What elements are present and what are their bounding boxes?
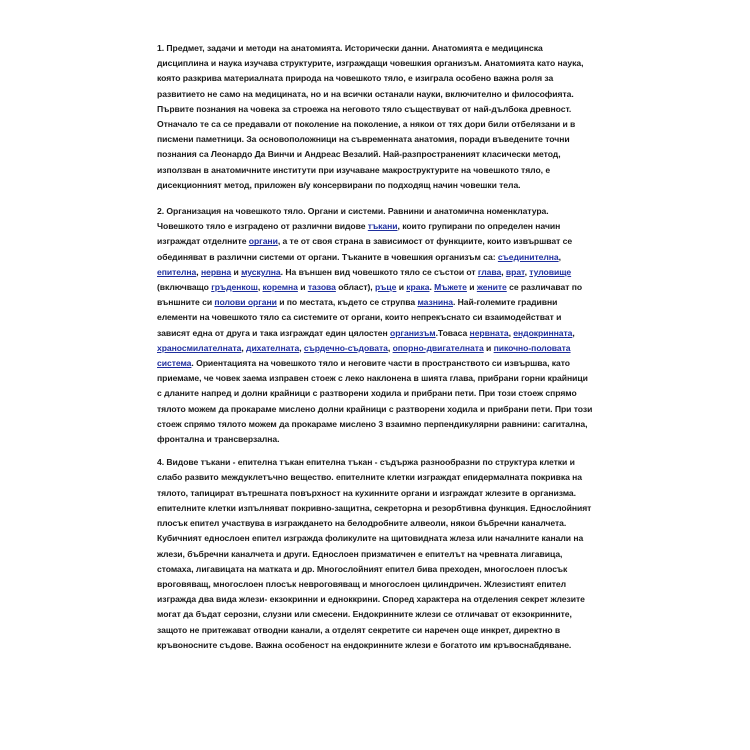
- body-text: и: [483, 342, 494, 353]
- term-link[interactable]: епителна: [157, 266, 197, 277]
- term-link[interactable]: врат: [505, 266, 525, 277]
- term-link[interactable]: тъкани: [367, 221, 398, 232]
- term-link[interactable]: тазова: [307, 282, 336, 293]
- body-text: и: [396, 282, 407, 293]
- body-text: ,: [196, 266, 201, 277]
- term-link[interactable]: дихателната: [246, 342, 300, 353]
- term-link[interactable]: крака: [406, 282, 430, 293]
- body-text: ,: [508, 327, 514, 338]
- body-text: 4. Видове тъкани - епителна тъкан епителна тъкан - съдържа разнообразни по структура клетки и слабо развито междуклетъчно вещество. епителните клетки изграждат епидермалната покривка на тялото, тапицират вътрешната повърхност на кухинните органи и изграждат жлезите в организма. епителните клетки изпълняват покривно-защитна, секреторна и резорбтивна функция. Еднослойният плосък епител участвува в изграждането на белодробните алвеоли, някои бъбречни каналчета. Кубичният еднослоен епител изгражда фоликулите на щитовидната жлеза или началните канали на жлези, бъбречни каналчета и други. Еднослоен призматичен е епителът на чревната лигавица, стомаха, лигавицата на матката и др. Многослойният епител бива преходен, многослоен плосък вроговяващ, многослоен плосък невроговяващ и многослоен цилиндричен. Жлезистият епител изгражда два вида жлези- екзокринни и едноккрини. Според характера на отделения секрет жлезите могат да бъдат серозни, слузни или смесени. Ендокринните жлези се отличават от екзокринните, защото не притежават отводни канали, а отделят секретите си наречен още инкрет, директно в кръвоносните съдове. Важна особеност на ендокринните жлези е богатото им кръвоснабдяване.: [157, 457, 592, 650]
- body-text: ,: [257, 282, 263, 293]
- term-link[interactable]: глава: [477, 266, 502, 277]
- body-text: и по местата, където се струпва: [276, 297, 418, 308]
- term-link[interactable]: туловище: [529, 266, 572, 277]
- term-link[interactable]: сърдечно-съдовата: [303, 342, 388, 353]
- body-text: .Товаса: [435, 327, 470, 338]
- body-text: 2. Организация на човешкото тяло. Органи и системи. Равнини и анатомична номенклатура. Човешкото тяло е изградено от различни видове: [157, 206, 549, 232]
- body-text: , които групирани по определен начин изграждат отделните: [157, 221, 561, 247]
- body-text: ,: [572, 327, 575, 338]
- term-link[interactable]: гръденкош: [211, 282, 258, 293]
- term-link[interactable]: ръце: [374, 282, 397, 293]
- body-text: и: [297, 282, 308, 293]
- body-text: ,: [241, 342, 247, 353]
- body-text: . На външен вид човешкото тяло се състои от: [280, 266, 478, 277]
- document-body: [157, 41, 593, 653]
- term-link[interactable]: ендокринната: [513, 327, 573, 338]
- body-text: и: [231, 266, 242, 277]
- body-text: , а те от своя страна в зависимост от функциите, които извършват се обединяват в различни системи от органи. Тъканите в човешкия организъм са:: [157, 236, 573, 262]
- body-text: ,: [558, 251, 561, 262]
- term-link[interactable]: мазнина: [417, 297, 453, 308]
- term-link[interactable]: нервната: [469, 327, 509, 338]
- body-text: ,: [524, 266, 530, 277]
- term-link[interactable]: храносмилателната: [157, 342, 242, 353]
- term-link[interactable]: органи: [248, 236, 278, 247]
- term-link[interactable]: Мъжете: [434, 282, 467, 293]
- body-text: . Най-големите градивни елементи на човешкото тяло са системите от органи, които непрекъснато си взаимодействат и зависят една от друга и така изграждат един цялостен: [157, 297, 562, 338]
- term-link[interactable]: пикочно-половата система: [157, 342, 571, 369]
- term-link[interactable]: полови органи: [214, 297, 277, 308]
- section-4-paragraph: [157, 455, 593, 653]
- body-text: ,: [387, 342, 393, 353]
- term-link[interactable]: съединителна: [497, 251, 559, 262]
- term-link[interactable]: опорно-двигателната: [392, 342, 484, 353]
- body-text: 1. Предмет, задачи и методи на анатомията. Исторически данни. Анатомията е медицинска дисциплина и наука изучава структурите, изграждащи човешкия организъм. Анатомията като наука, която разкрива материалната природа на човешкото тяло, е изиграла особено важна роля за развитието не само на медицината, но и на всички останали науки, включително и философията. Първите познания на човека за строежа на неговото тяло съществуват от най-дълбока древност. Отначало те са се предавали от поколение на поколение, а някои от тях дори били отбелязани и в писмени паметници. За основоположници на съвременната анатомия, поради въведените точни познания са Леонардо Да Винчи и Андреас Везалий. Най-разпространеният класически метод, използван в анатомичните институти при изучаване макроструктурите на човешкото тяло, е дисекционният метод, приложен в/у консервирани по подходящ начин човешки тела.: [157, 43, 584, 190]
- body-text: област),: [335, 282, 375, 293]
- term-link[interactable]: жените: [476, 282, 507, 293]
- body-text: се различават по външните си: [157, 282, 583, 308]
- body-text: ,: [299, 342, 304, 353]
- body-text: .: [429, 282, 435, 293]
- term-link[interactable]: организъм: [390, 327, 436, 338]
- paragraph-spacer: [157, 193, 593, 204]
- paragraph-spacer: [157, 447, 593, 455]
- term-link[interactable]: мускулна: [241, 266, 281, 277]
- body-text: ,: [501, 266, 506, 277]
- section-2-paragraph: [157, 204, 593, 447]
- body-text: и: [466, 282, 477, 293]
- section-1-paragraph: [157, 41, 593, 193]
- body-text: (включващо: [157, 282, 212, 293]
- term-link[interactable]: нервна: [200, 266, 232, 277]
- term-link[interactable]: коремна: [262, 282, 298, 293]
- body-text: . Ориентацията на човешкото тяло и неговите части в пространството си извършва, като приемаме, че човек заема изправен стоеж с леко наклонена в шията глава, прибрани горни крайници с дланите напред и долни крайници с разтворени ходила и прибрани пети. При този стоеж спрямо тялото можем да прокараме мислено долни крайници с разтворени ходила и прибрани пети. При този стоеж спрямо тялото можем да прокараме мислено 3 взаимно перпендикулярни равнини: сагитална, фронтална и трансверзална.: [157, 358, 593, 445]
